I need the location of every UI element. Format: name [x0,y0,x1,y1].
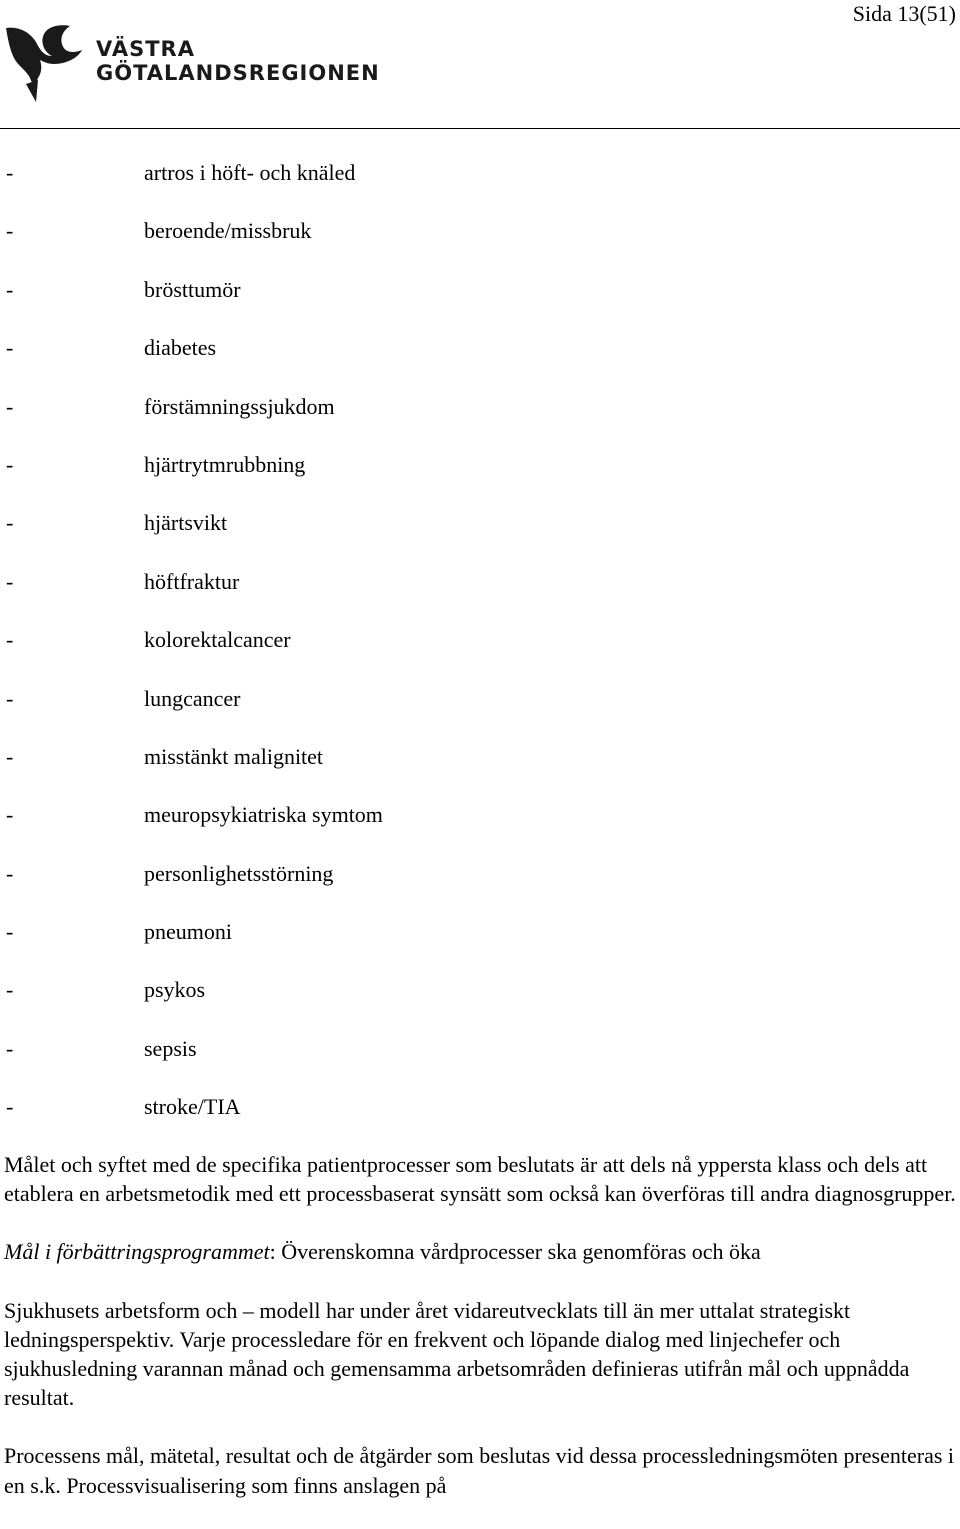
body-text [4,1150,956,1529]
paragraph-purpose: Målet och syftet med de specifika patientprocesser som beslutats är att dels nå yppersta klass och dels att etablera en arbetsmetodik med ett processbaserat synsätt som också kan överföras till andra diagnosgrupper. [4,1152,956,1207]
list-bullet: - [6,568,14,594]
list-item-text: förstämningssjukdom [144,393,335,419]
list-bullet: - [6,977,14,1003]
logo-text-line2: GÖTALANDSREGIONEN [96,61,380,85]
list-bullet: - [6,160,14,185]
paragraph-work-model: Sjukhusets arbetsform och – modell har under året vidareutvecklats till än mer uttalat strategiskt ledningsperspektiv. Varje processledare för en frekvent och löpande dialog med linjechefer och sjukhusledning varannan månad och gemensamma arbetsområden definieras utifrån mål och uppnådda resultat. [4,1297,910,1411]
list-item-text: artros i höft- och knäled [144,160,356,185]
goal-label: Mål i förbättringsprogrammet [4,1239,270,1265]
list-item-text: brösttumör [144,276,241,302]
logo-text-line1: VÄSTRA [96,37,195,61]
logo-emblem-icon [4,22,92,106]
list-item-text: beroende/missbruk [144,218,312,244]
list-bullet: - [6,393,14,419]
list-bullet: - [6,510,14,536]
list-item-text: meuropsykiatriska symtom [144,802,383,828]
header-divider [0,128,960,129]
list-item-text: psykos [144,977,206,1003]
list-bullet: - [6,860,14,886]
list-bullet: - [6,743,14,769]
list-item-text: kolorektalcancer [144,627,291,653]
list-item-text: hjärtsvikt [144,510,228,536]
list-item-text: misstänkt malignitet [144,743,324,769]
list-bullet: - [6,335,14,361]
list-bullet: - [6,919,14,945]
list-item-text: diabetes [144,335,217,361]
paragraph-goal [4,1237,956,1266]
list-item-text: stroke/TIA [144,1094,241,1120]
list-bullet: - [6,451,14,477]
list-bullet: - [6,1035,14,1061]
organization-logo [4,22,384,106]
list-item-text: hjärtrytmrubbning [144,451,306,477]
list-bullet: - [6,1094,14,1120]
goal-text: : Överenskomna vårdprocesser ska genomföras och öka [269,1239,761,1265]
page-number: Sida 13(51) [852,1,956,26]
list-item-text: sepsis [144,1035,197,1061]
paragraph-process-visualization: Processens mål, mätetal, resultat och de åtgärder som beslutas vid dessa processledningsmöten presenteras i en s.k. Processvisualisering som finns anslagen på [4,1443,955,1498]
list-bullet: - [6,627,14,653]
list-bullet: - [6,685,14,711]
list-item-text: höftfraktur [144,568,240,594]
list-bullet: - [6,218,14,244]
list-item-text: pneumoni [144,919,232,945]
list-item-text: lungcancer [144,685,241,711]
list-bullet: - [6,276,14,302]
list-item-text: personlighetsstörning [144,860,334,886]
list-bullet: - [6,802,14,828]
